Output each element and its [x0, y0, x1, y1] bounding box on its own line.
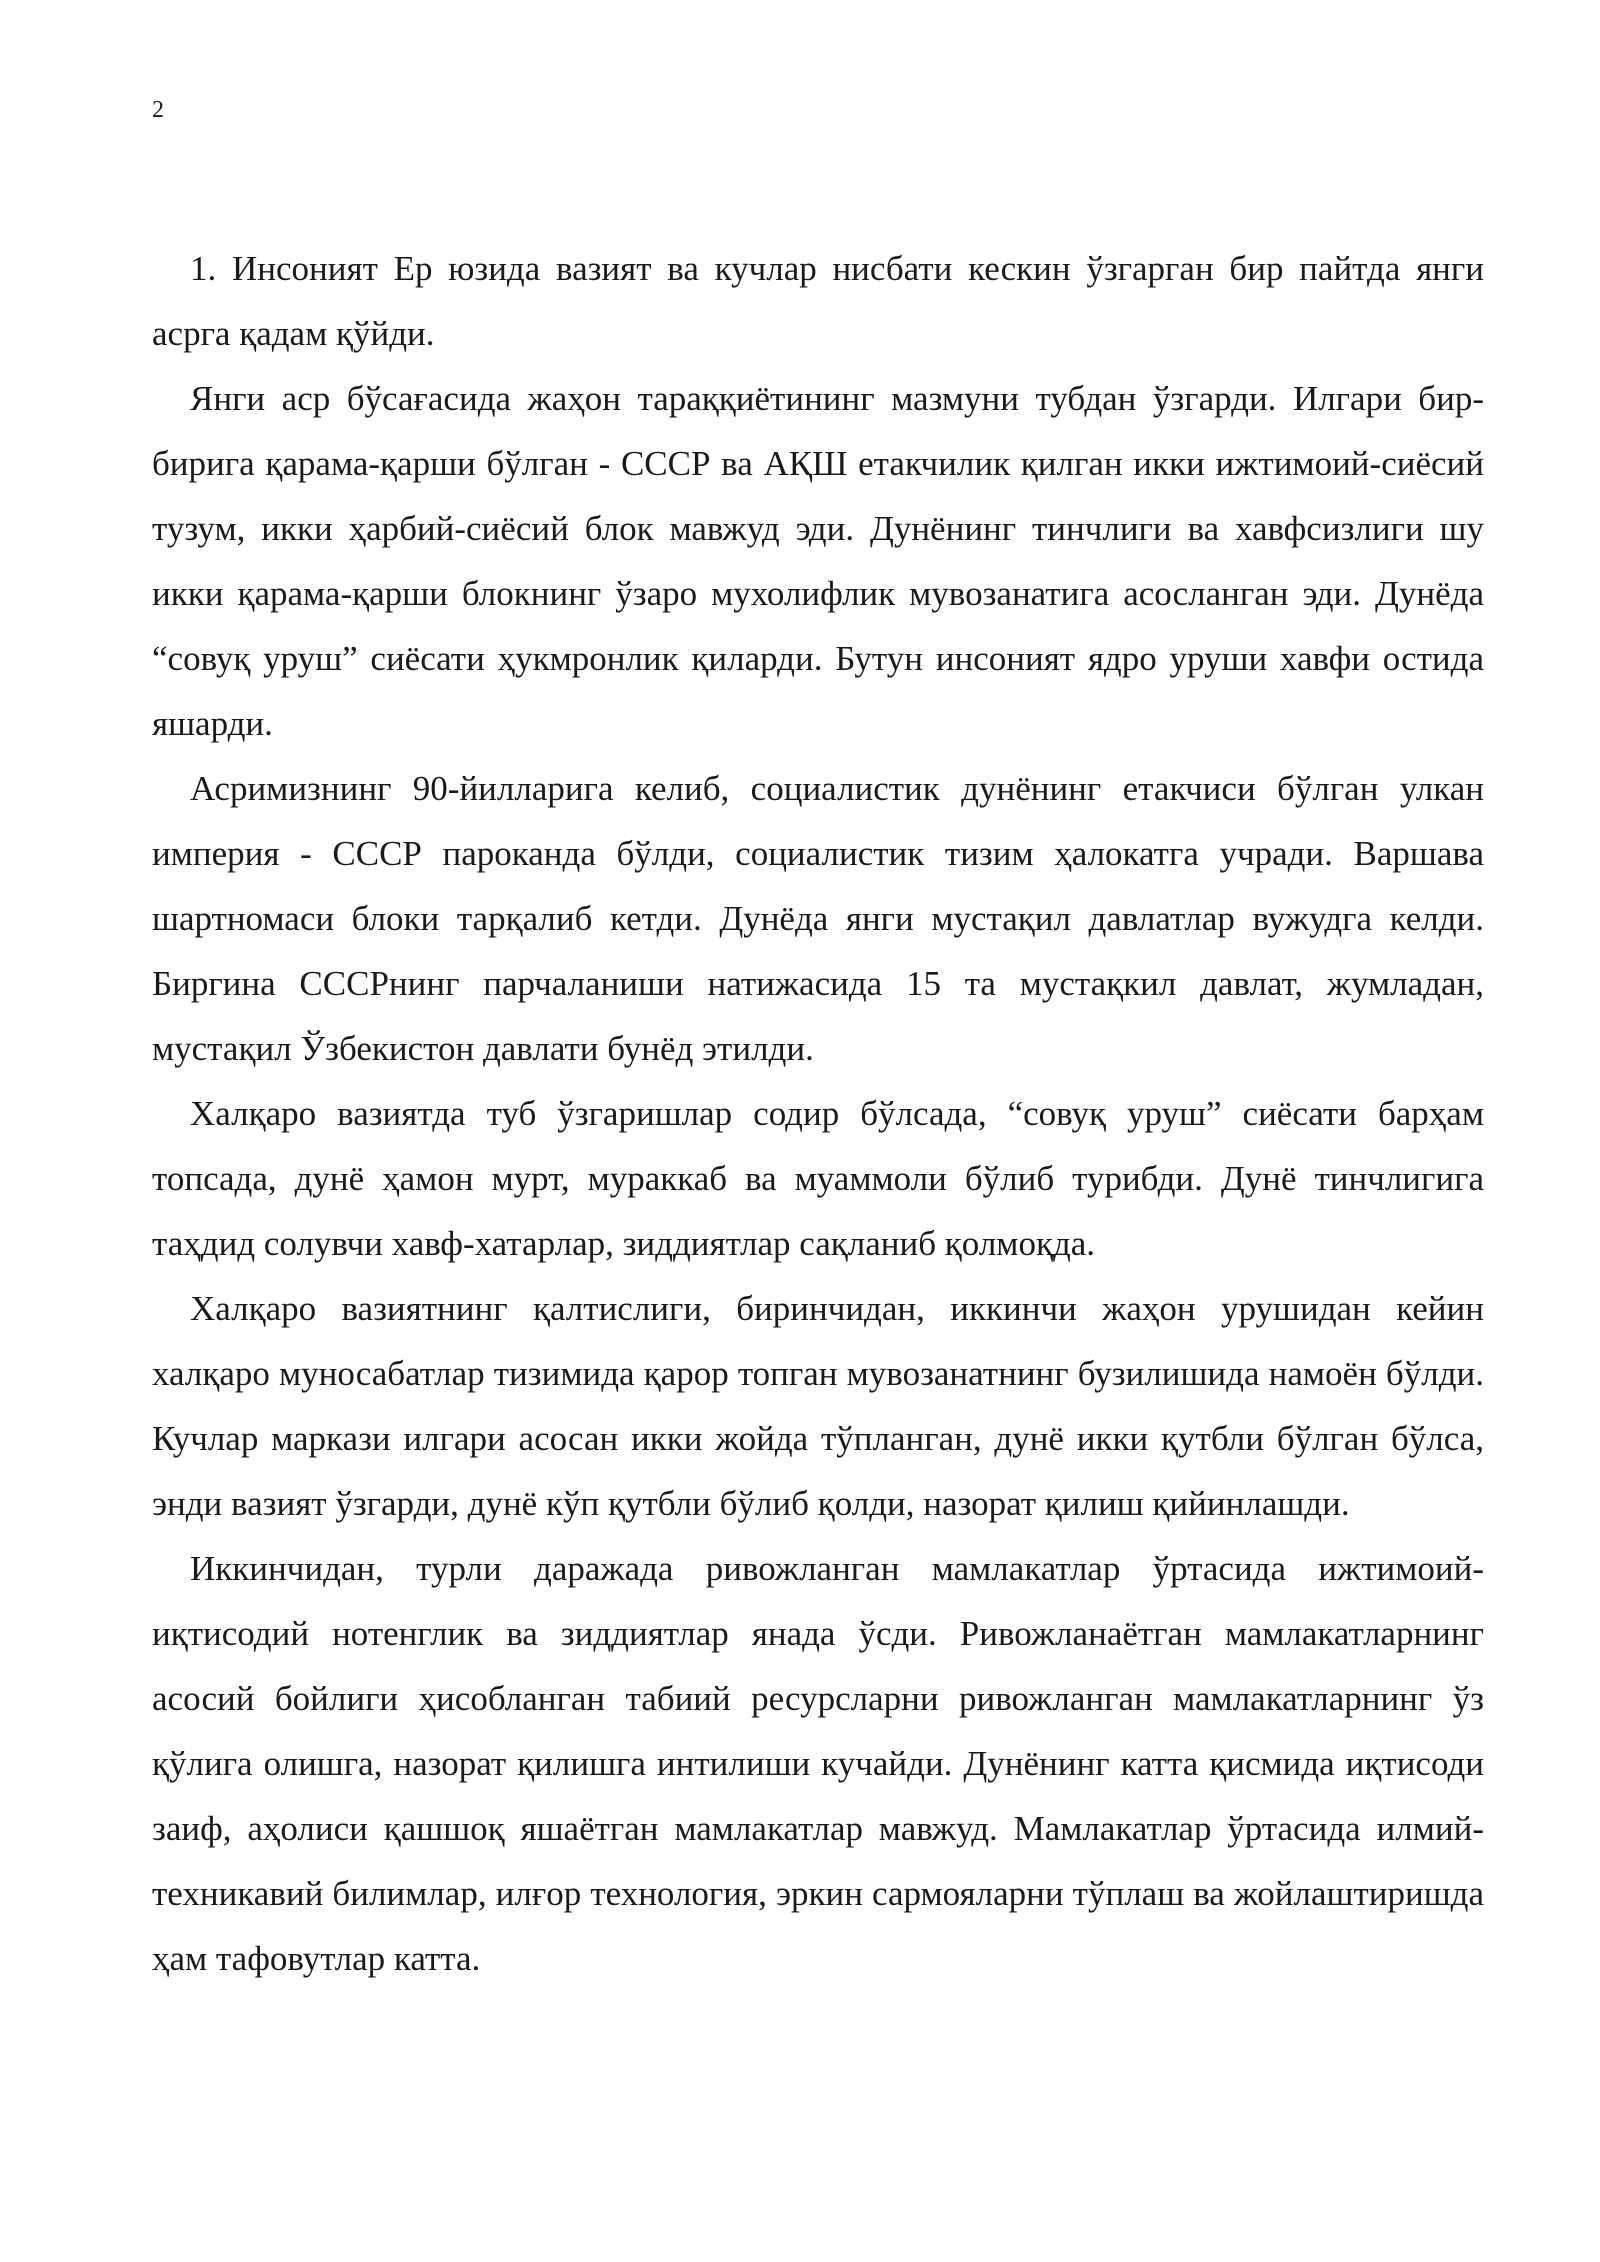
- paragraph-6: Иккинчидан, турли даражада ривожланган мамлакатлар ўртасида ижтимоий-иқтисодий нотенглик ва зиддиятлар янада ўсди. Ривожланаётган мамлакатларнинг асосий бойлиги ҳисобланган табиий ресурсларни ривожланган мамлакатларнинг ўз қўлига олишга, назорат қилишга интилиши кучайди. Дунёнинг катта қисмида иқтисоди заиф, аҳолиси қашшоқ яшаётган мамлакатлар мавжуд. Мамлакатлар ўртасида илмий-техникавий билимлар, илғор технология, эркин сармояларни тўплаш ва жойлаштиришда ҳам тафовутлар катта.: [152, 1549, 1484, 1978]
- paragraph-3: Асримизнинг 90-йилларига келиб, социалистик дунёнинг етакчиси бўлган улкан империя - СССР пароканда бўлди, социалистик тизим ҳалокатга учради. Варшава шартномаси блоки тарқалиб кетди. Дунёда янги мустақил давлатлар вужудга келди. Биргина СССРнинг парчаланиши натижасида 15 та мустақкил давлат, жумладан, мустақил Ўзбекистон давлати бунёд этилди.: [152, 769, 1484, 1068]
- paragraph-4: Халқаро вазиятда туб ўзгаришлар содир бўлсада, “совуқ уруш” сиёсати барҳам топсада, дунё ҳамон мурт, мураккаб ва муаммоли бўлиб турибди. Дунё тинчлигига таҳдид солувчи хавф-хатарлар, зиддиятлар сақланиб қолмоқда.: [152, 1094, 1484, 1263]
- paragraph-5: Халқаро вазиятнинг қалтислиги, биринчидан, иккинчи жаҳон урушидан кейин халқаро муносабатлар тизимида қарор топган мувозанатнинг бузилишида намоён бўлди. Кучлар маркази илгари асосан икки жойда тўпланган, дунё икки қутбли бўлган бўлса, энди вазият ўзгарди, дунё кўп қутбли бўлиб қолди, назорат қилиш қийинлашди.: [152, 1289, 1484, 1523]
- paragraph-2: Янги аср бўсағасида жаҳон тараққиётининг мазмуни тубдан ўзгарди. Илгари бир-бирига қарама-қарши бўлган - СССР ва АҚШ етакчилик қилган икки ижтимоий-сиёсий тузум, икки ҳарбий-сиёсий блок мавжуд эди. Дунёнинг тинчлиги ва хавфсизлиги шу икки қарама-қарши блокнинг ўзаро мухолифлик мувозанатига асосланган эди. Дунёда “совуқ уруш” сиёсати ҳукмронлик қиларди. Бутун инсоният ядро уруши хавфи остида яшарди.: [152, 379, 1484, 743]
- document-body: [152, 236, 1484, 1991]
- paragraph-1: 1. Инсоният Ер юзида вазият ва кучлар нисбати кескин ўзгарган бир пайтда янги асрга қадам қўйди.: [152, 249, 1484, 353]
- page-number: 2: [152, 97, 164, 123]
